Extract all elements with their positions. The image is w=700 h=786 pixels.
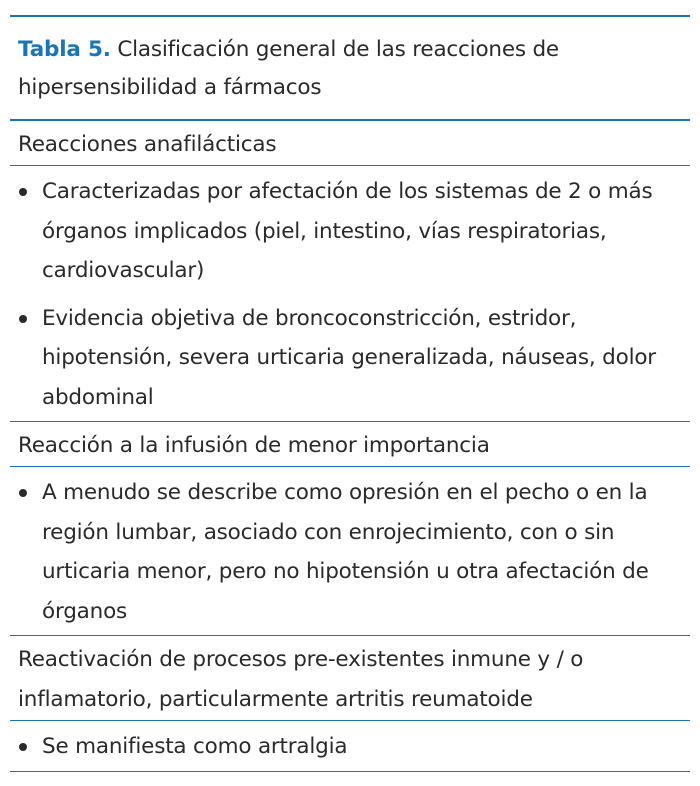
bullet-list <box>10 166 690 421</box>
table-caption: Clasificación general de las reacciones de hipersensibilidad a fármacos <box>18 37 559 100</box>
section-title: Reacción a la infusión de menor importancia <box>10 422 690 467</box>
section-anaphylactic <box>10 121 690 422</box>
table-header <box>10 15 690 121</box>
list-item-text: Se manifiesta como artralgia <box>42 734 348 759</box>
bullet-icon <box>19 315 27 323</box>
bullet-icon <box>19 188 27 196</box>
list-item-text: A menudo se describe como opresión en el pecho o en la región lumbar, asociado con enrojecimiento, con o sin urticaria menor, pero no hipotensión u otra afectación de órganos <box>42 480 649 624</box>
section-title: Reacciones anafilácticas <box>10 121 690 166</box>
bullet-list <box>10 467 690 635</box>
bullet-icon <box>19 743 27 751</box>
table-label: Tabla 5. <box>18 37 111 62</box>
classification-table <box>10 15 690 772</box>
list-item <box>10 727 690 767</box>
section-reactivation <box>10 636 690 772</box>
list-item-text: Evidencia objetiva de broncoconstricción, estridor, hipotensión, severa urticaria generalizada, náuseas, dolor abdominal <box>42 305 656 410</box>
list-item <box>10 299 690 418</box>
list-item <box>10 473 690 631</box>
section-title: Reactivación de procesos pre-existentes inmune y / o inflamatorio, particularmente artritis reumatoide <box>10 636 690 721</box>
bullet-list <box>10 721 690 771</box>
bullet-icon <box>19 489 27 497</box>
list-item <box>10 172 690 291</box>
list-item-text: Caracterizadas por afectación de los sistemas de 2 o más órganos implicados (piel, intestino, vías respiratorias, cardiovascular) <box>42 179 653 283</box>
section-minor-infusion <box>10 422 690 636</box>
